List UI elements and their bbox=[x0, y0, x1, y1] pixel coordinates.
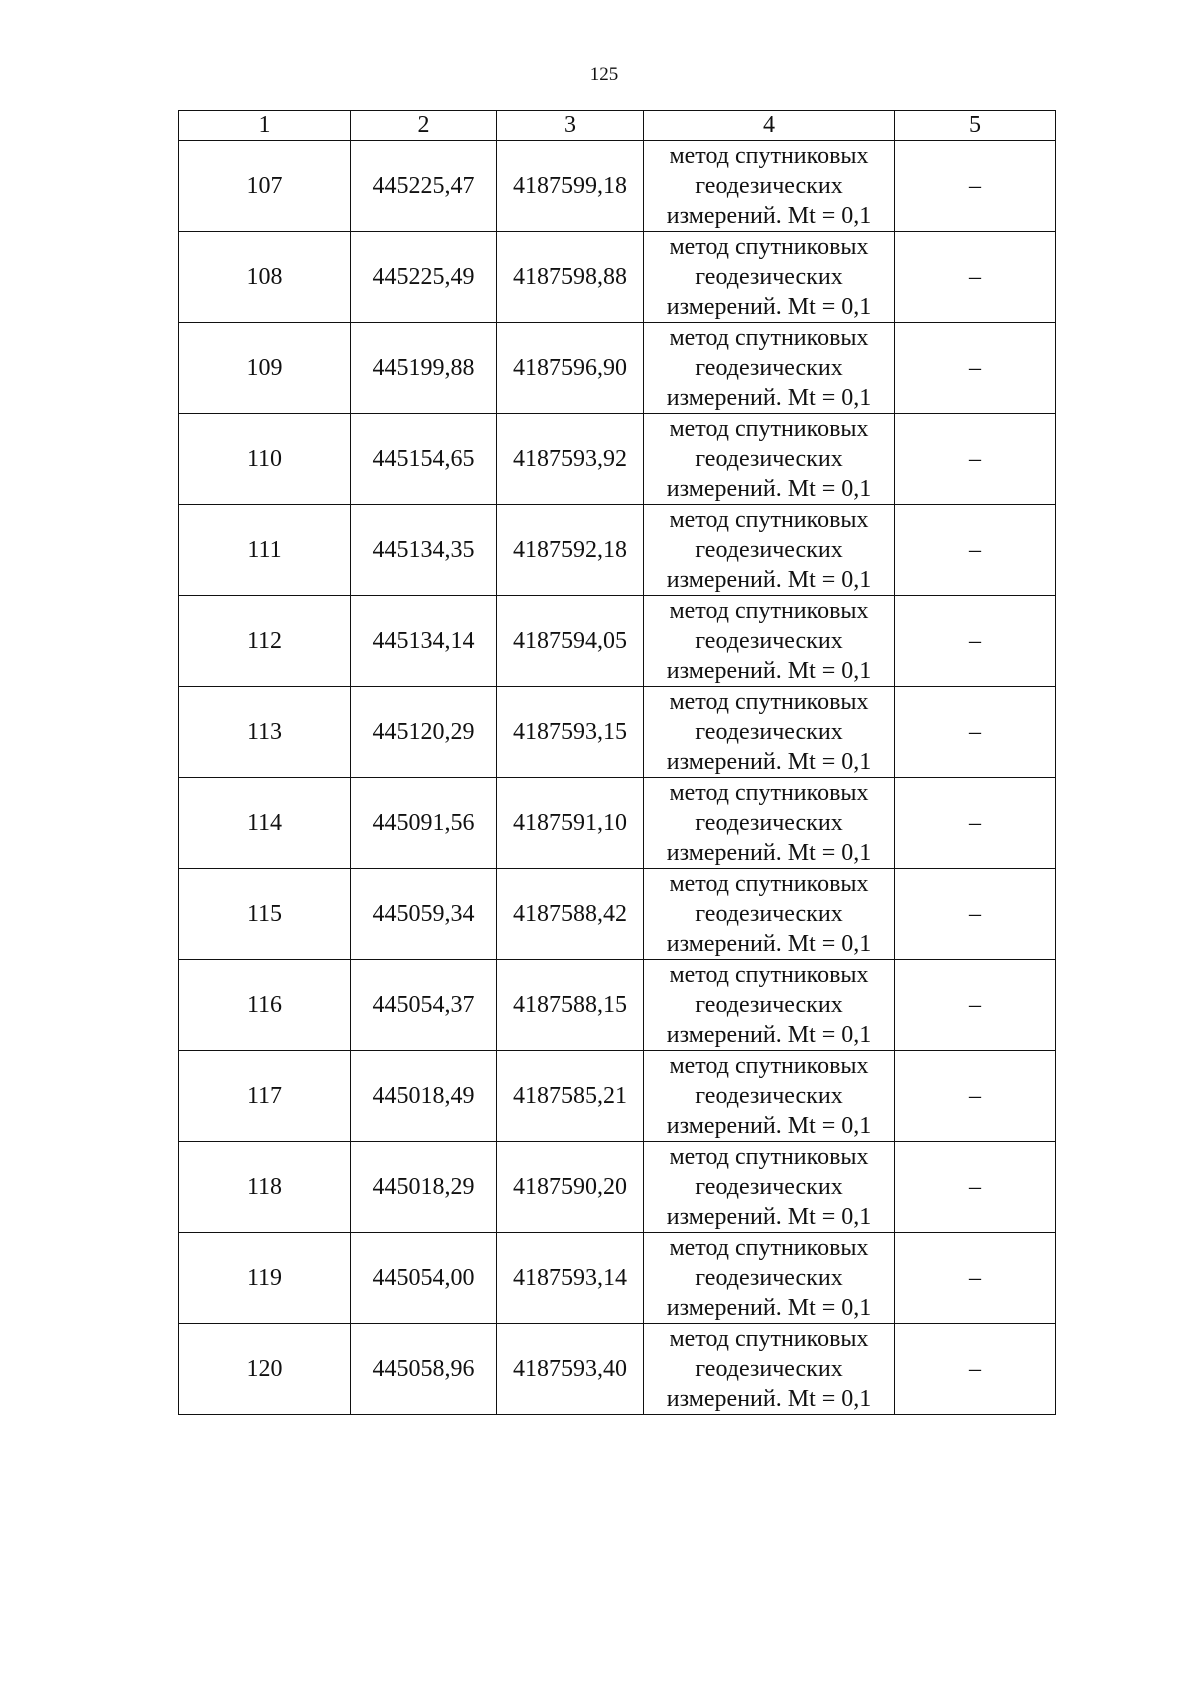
column-header: 4 bbox=[644, 111, 895, 141]
method-line: геодезических bbox=[695, 355, 843, 381]
x-coordinate-cell: 445058,96 bbox=[351, 1324, 497, 1415]
method-line: метод спутниковых bbox=[669, 507, 869, 533]
method-cell bbox=[644, 141, 895, 232]
method-line: измерений. Mt = 0,1 bbox=[666, 931, 872, 957]
x-coordinate-cell: 445154,65 bbox=[351, 414, 497, 505]
method-line: метод спутниковых bbox=[669, 598, 869, 624]
method-line: метод спутниковых bbox=[669, 1326, 869, 1352]
table-header-row bbox=[179, 111, 1056, 141]
point-number-cell: 115 bbox=[179, 869, 351, 960]
table-row bbox=[179, 414, 1056, 505]
method-line: геодезических bbox=[695, 173, 843, 199]
method-line: геодезических bbox=[695, 1356, 843, 1382]
note-cell: – bbox=[895, 323, 1056, 414]
table-row bbox=[179, 141, 1056, 232]
x-coordinate-cell: 445134,14 bbox=[351, 596, 497, 687]
note-cell: – bbox=[895, 232, 1056, 323]
note-cell: – bbox=[895, 869, 1056, 960]
x-coordinate-cell: 445018,29 bbox=[351, 1142, 497, 1233]
table-row bbox=[179, 1142, 1056, 1233]
method-line: геодезических bbox=[695, 628, 843, 654]
x-coordinate-cell: 445225,47 bbox=[351, 141, 497, 232]
y-coordinate-cell: 4187596,90 bbox=[497, 323, 644, 414]
column-header: 5 bbox=[895, 111, 1056, 141]
table-row bbox=[179, 323, 1056, 414]
point-number-cell: 120 bbox=[179, 1324, 351, 1415]
table-row bbox=[179, 232, 1056, 323]
table-body bbox=[179, 141, 1056, 1415]
column-header: 3 bbox=[497, 111, 644, 141]
point-number-cell: 116 bbox=[179, 960, 351, 1051]
x-coordinate-cell: 445225,49 bbox=[351, 232, 497, 323]
column-header: 2 bbox=[351, 111, 497, 141]
x-coordinate-cell: 445134,35 bbox=[351, 505, 497, 596]
method-line: измерений. Mt = 0,1 bbox=[666, 385, 872, 411]
method-line: измерений. Mt = 0,1 bbox=[666, 749, 872, 775]
point-number-cell: 114 bbox=[179, 778, 351, 869]
method-line: геодезических bbox=[695, 1265, 843, 1291]
table-row bbox=[179, 687, 1056, 778]
method-line: измерений. Mt = 0,1 bbox=[666, 658, 872, 684]
table-row bbox=[179, 778, 1056, 869]
method-line: метод спутниковых bbox=[669, 1144, 869, 1170]
method-cell bbox=[644, 414, 895, 505]
method-line: метод спутниковых bbox=[669, 780, 869, 806]
table-row bbox=[179, 869, 1056, 960]
method-cell bbox=[644, 687, 895, 778]
y-coordinate-cell: 4187593,40 bbox=[497, 1324, 644, 1415]
method-line: геодезических bbox=[695, 901, 843, 927]
note-cell: – bbox=[895, 505, 1056, 596]
note-cell: – bbox=[895, 778, 1056, 869]
method-line: метод спутниковых bbox=[669, 962, 869, 988]
table-row bbox=[179, 960, 1056, 1051]
method-line: измерений. Mt = 0,1 bbox=[666, 1204, 872, 1230]
method-cell bbox=[644, 505, 895, 596]
note-cell: – bbox=[895, 596, 1056, 687]
method-cell bbox=[644, 1051, 895, 1142]
method-line: геодезических bbox=[695, 1174, 843, 1200]
method-line: геодезических bbox=[695, 264, 843, 290]
point-number-cell: 110 bbox=[179, 414, 351, 505]
table-row bbox=[179, 1051, 1056, 1142]
method-line: метод спутниковых bbox=[669, 143, 869, 169]
note-cell: – bbox=[895, 1051, 1056, 1142]
method-cell bbox=[644, 778, 895, 869]
method-line: измерений. Mt = 0,1 bbox=[666, 1386, 872, 1412]
x-coordinate-cell: 445120,29 bbox=[351, 687, 497, 778]
method-line: метод спутниковых bbox=[669, 416, 869, 442]
point-number-cell: 111 bbox=[179, 505, 351, 596]
method-cell bbox=[644, 323, 895, 414]
method-cell bbox=[644, 869, 895, 960]
note-cell: – bbox=[895, 687, 1056, 778]
method-line: метод спутниковых bbox=[669, 689, 869, 715]
note-cell: – bbox=[895, 1233, 1056, 1324]
y-coordinate-cell: 4187585,21 bbox=[497, 1051, 644, 1142]
method-line: метод спутниковых bbox=[669, 234, 869, 260]
y-coordinate-cell: 4187592,18 bbox=[497, 505, 644, 596]
y-coordinate-cell: 4187588,42 bbox=[497, 869, 644, 960]
y-coordinate-cell: 4187599,18 bbox=[497, 141, 644, 232]
point-number-cell: 107 bbox=[179, 141, 351, 232]
method-cell bbox=[644, 1233, 895, 1324]
method-line: геодезических bbox=[695, 719, 843, 745]
x-coordinate-cell: 445018,49 bbox=[351, 1051, 497, 1142]
table-row bbox=[179, 505, 1056, 596]
method-line: измерений. Mt = 0,1 bbox=[666, 476, 872, 502]
table-row bbox=[179, 596, 1056, 687]
point-number-cell: 112 bbox=[179, 596, 351, 687]
point-number-cell: 118 bbox=[179, 1142, 351, 1233]
column-header: 1 bbox=[179, 111, 351, 141]
point-number-cell: 108 bbox=[179, 232, 351, 323]
point-number-cell: 109 bbox=[179, 323, 351, 414]
x-coordinate-cell: 445054,00 bbox=[351, 1233, 497, 1324]
method-line: геодезических bbox=[695, 810, 843, 836]
method-line: измерений. Mt = 0,1 bbox=[666, 1295, 872, 1321]
method-line: измерений. Mt = 0,1 bbox=[666, 203, 872, 229]
method-line: метод спутниковых bbox=[669, 871, 869, 897]
method-line: измерений. Mt = 0,1 bbox=[666, 840, 872, 866]
method-line: измерений. Mt = 0,1 bbox=[666, 1113, 872, 1139]
table-row bbox=[179, 1233, 1056, 1324]
y-coordinate-cell: 4187588,15 bbox=[497, 960, 644, 1051]
y-coordinate-cell: 4187598,88 bbox=[497, 232, 644, 323]
coordinates-table bbox=[178, 110, 1056, 1415]
x-coordinate-cell: 445091,56 bbox=[351, 778, 497, 869]
note-cell: – bbox=[895, 141, 1056, 232]
note-cell: – bbox=[895, 414, 1056, 505]
x-coordinate-cell: 445199,88 bbox=[351, 323, 497, 414]
method-cell bbox=[644, 960, 895, 1051]
x-coordinate-cell: 445059,34 bbox=[351, 869, 497, 960]
method-line: геодезических bbox=[695, 537, 843, 563]
note-cell: – bbox=[895, 1324, 1056, 1415]
method-cell bbox=[644, 232, 895, 323]
y-coordinate-cell: 4187593,92 bbox=[497, 414, 644, 505]
point-number-cell: 117 bbox=[179, 1051, 351, 1142]
y-coordinate-cell: 4187594,05 bbox=[497, 596, 644, 687]
point-number-cell: 113 bbox=[179, 687, 351, 778]
method-line: метод спутниковых bbox=[669, 1053, 869, 1079]
y-coordinate-cell: 4187591,10 bbox=[497, 778, 644, 869]
method-line: измерений. Mt = 0,1 bbox=[666, 1022, 872, 1048]
method-cell bbox=[644, 1324, 895, 1415]
y-coordinate-cell: 4187590,20 bbox=[497, 1142, 644, 1233]
note-cell: – bbox=[895, 1142, 1056, 1233]
x-coordinate-cell: 445054,37 bbox=[351, 960, 497, 1051]
table-row bbox=[179, 1324, 1056, 1415]
method-line: метод спутниковых bbox=[669, 1235, 869, 1261]
page-number: 125 bbox=[589, 64, 619, 85]
method-line: геодезических bbox=[695, 1083, 843, 1109]
method-line: геодезических bbox=[695, 446, 843, 472]
method-line: метод спутниковых bbox=[669, 325, 869, 351]
y-coordinate-cell: 4187593,15 bbox=[497, 687, 644, 778]
method-cell bbox=[644, 596, 895, 687]
point-number-cell: 119 bbox=[179, 1233, 351, 1324]
method-line: измерений. Mt = 0,1 bbox=[666, 567, 872, 593]
method-line: измерений. Mt = 0,1 bbox=[666, 294, 872, 320]
method-line: геодезических bbox=[695, 992, 843, 1018]
method-cell bbox=[644, 1142, 895, 1233]
y-coordinate-cell: 4187593,14 bbox=[497, 1233, 644, 1324]
note-cell: – bbox=[895, 960, 1056, 1051]
